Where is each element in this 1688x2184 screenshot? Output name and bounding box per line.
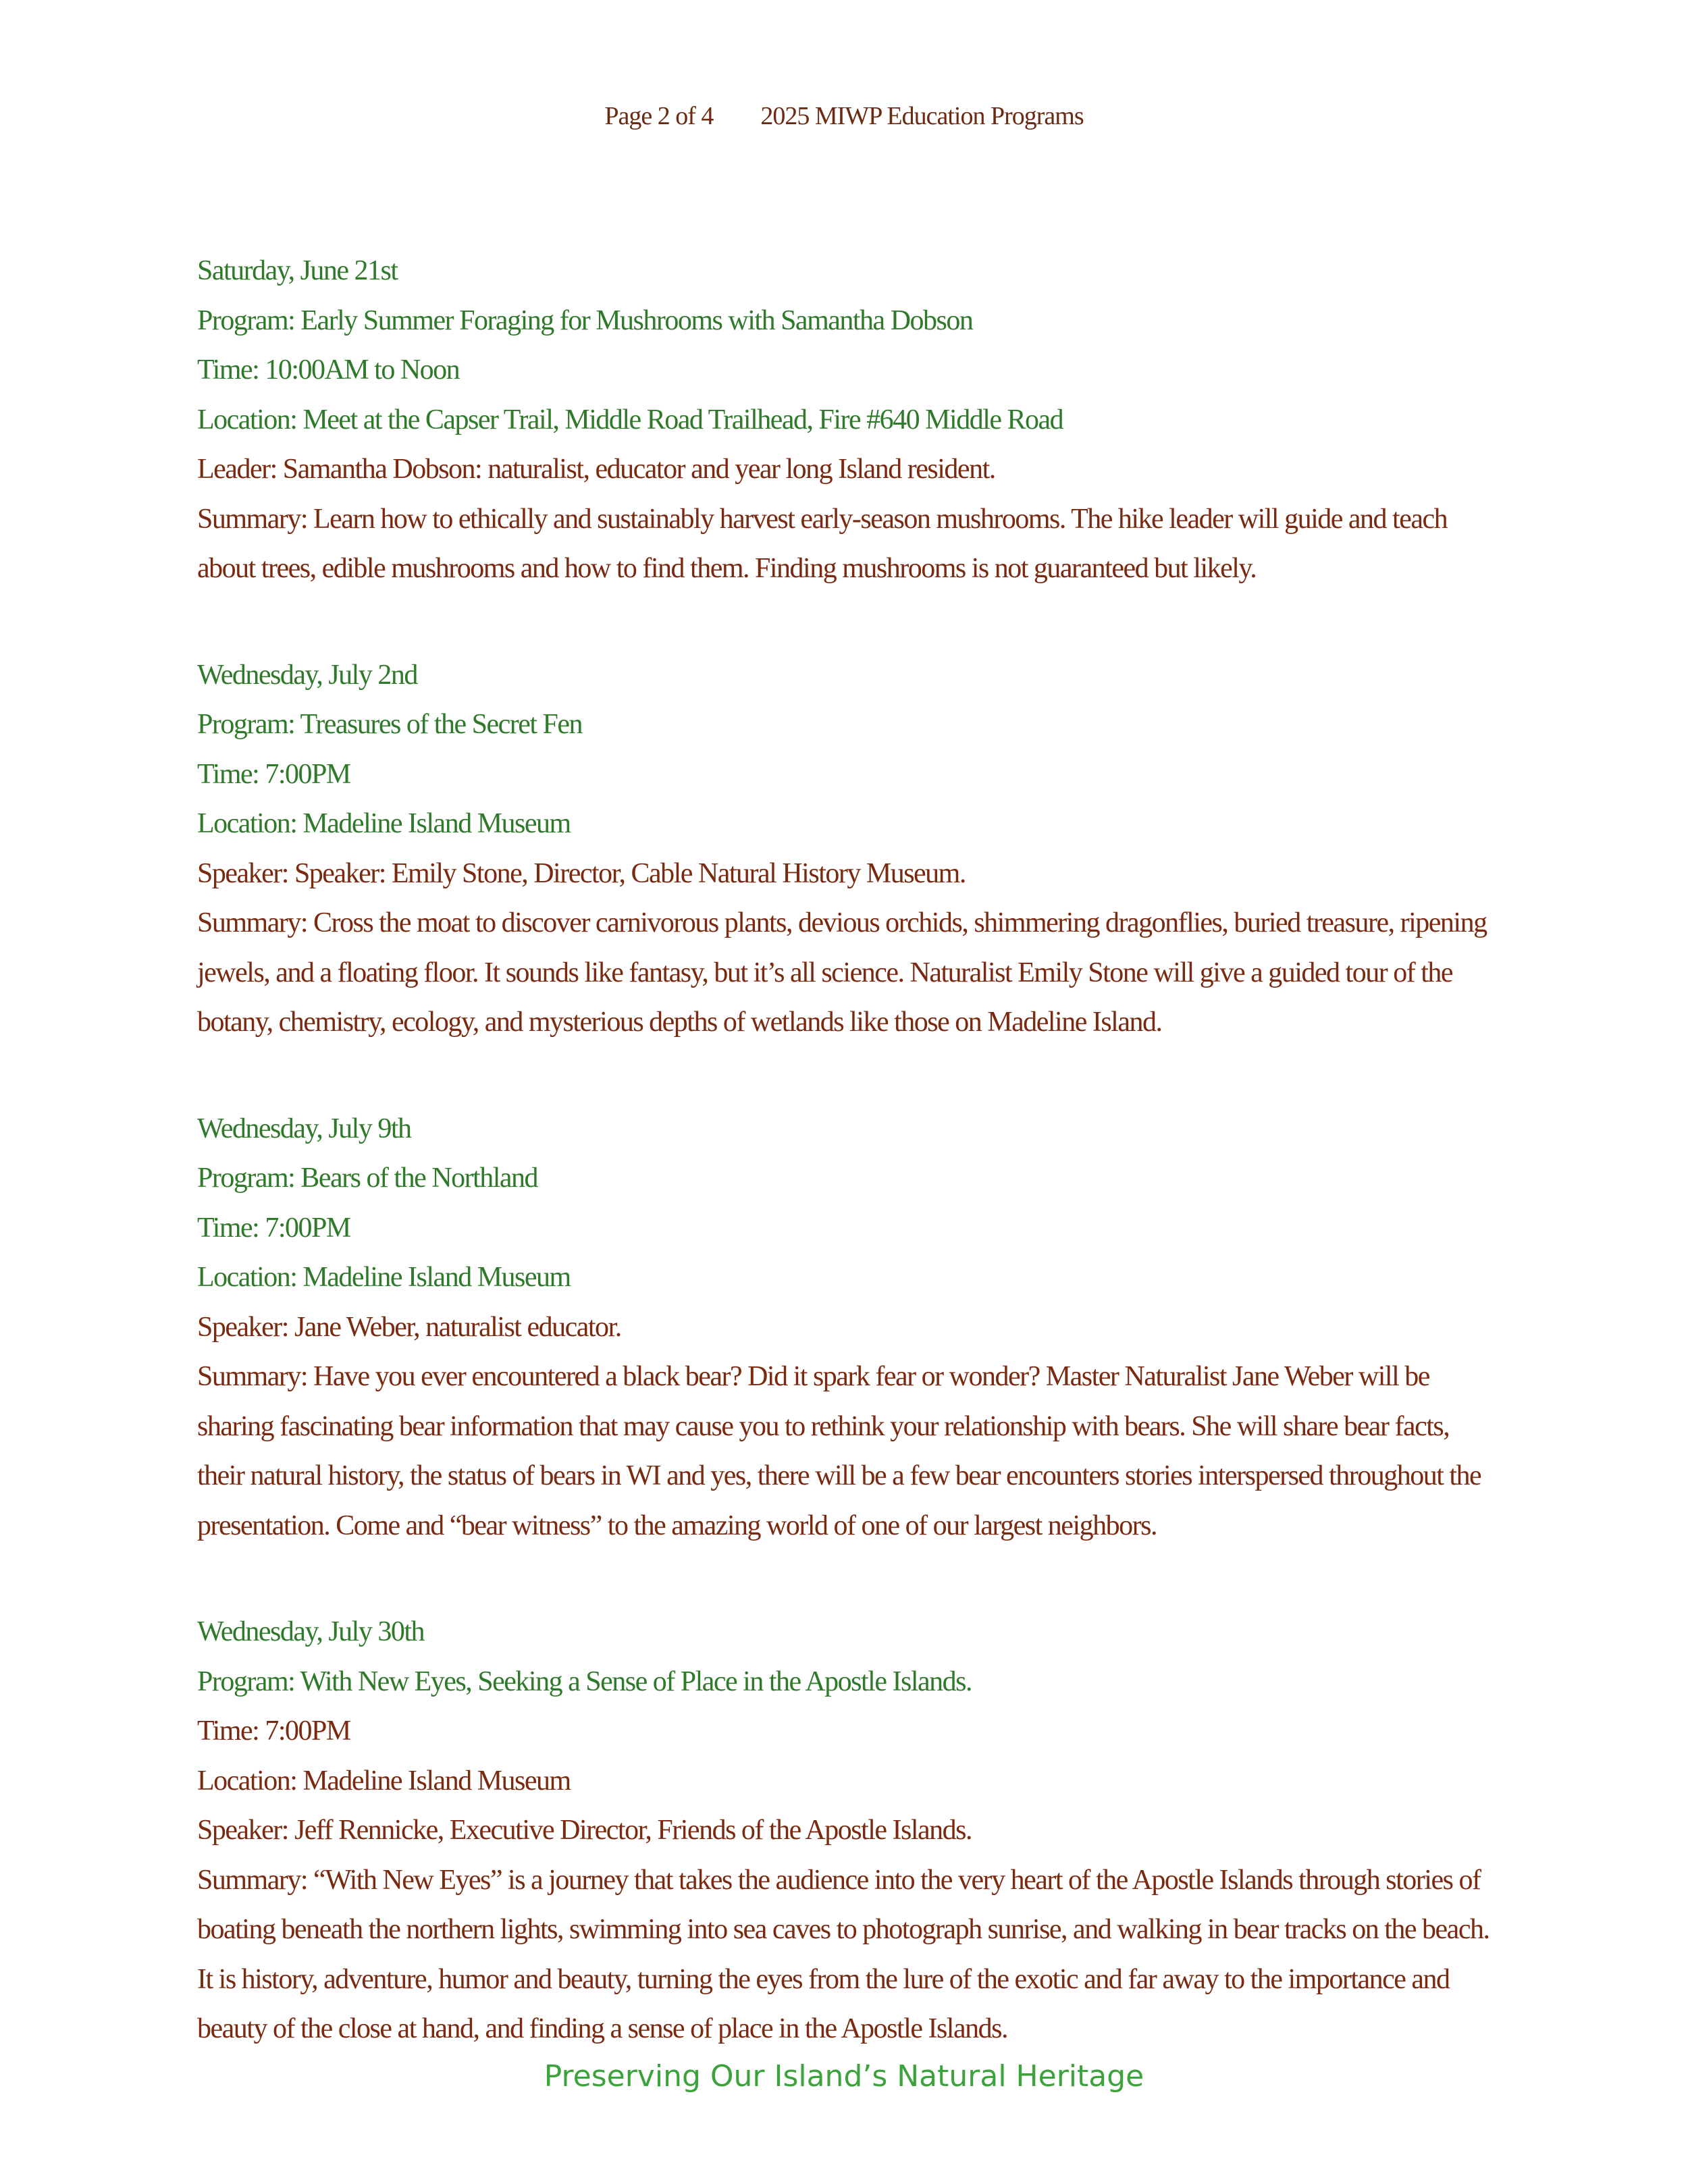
event-summary: Summary: Cross the moat to discover carnivorous plants, devious orchids, shimmering dragonflies, buried treasure, ripening jewels, and a floating floor. It sounds like fantasy, but it’s all science. Naturalist Emily Stone will give a guided tour of the botany, chemistry, ecology, and mysterious depths of wetlands like those on Madeline Island. (197, 907, 1487, 1038)
event-program: Program: Early Summer Foraging for Mushrooms with Samantha Dobson (197, 304, 973, 336)
event-date: Wednesday, July 9th (197, 1113, 411, 1144)
event-summary: Summary: Have you ever encountered a black bear? Did it spark fear or wonder? Master Naturalist Jane Weber will be sharing fascinating bear information that may cause you to rethink your relationship with bears. She will share bear facts, their natural history, the status of bears in WI and yes, there will be a few bear encounters stories interspersed throughout the presentation. Come and “bear witness” to the amazing world of one of our largest neighbors. (197, 1361, 1481, 1541)
events-list (197, 246, 1500, 2111)
event-speaker: Speaker: Speaker: Emily Stone, Director, Cable Natural History Museum. (197, 857, 966, 889)
event-july-2 (197, 651, 1500, 1048)
event-program: Program: Bears of the Northland (197, 1163, 538, 1194)
event-location: Location: Madeline Island Museum (197, 1262, 571, 1293)
document-title: 2025 MIWP Education Programs (760, 102, 1084, 130)
event-july-30 (197, 1607, 1500, 2054)
footer-tagline: Preserving Our Island’s Natural Heritage (544, 2059, 1144, 2094)
page-header (0, 101, 1688, 131)
event-date: Wednesday, July 2nd (197, 659, 417, 691)
event-date: Wednesday, July 30th (197, 1616, 425, 1647)
event-time: Time: 10:00AM to Noon (197, 354, 460, 385)
event-program: Program: With New Eyes, Seeking a Sense of Place in the Apostle Islands. (197, 1666, 972, 1697)
event-time: Time: 7:00PM (197, 758, 350, 790)
event-speaker: Speaker: Jeff Rennicke, Executive Director, Friends of the Apostle Islands. (197, 1815, 972, 1846)
event-july-9 (197, 1104, 1500, 1551)
event-leader: Leader: Samantha Dobson: naturalist, educator and year long Island resident. (197, 454, 995, 485)
event-date: Saturday, June 21st (197, 255, 398, 286)
event-time: Time: 7:00PM (197, 1715, 350, 1747)
event-time: Time: 7:00PM (197, 1212, 350, 1244)
event-location: Location: Madeline Island Museum (197, 1765, 571, 1796)
event-location: Location: Meet at the Capser Trail, Middle Road Trailhead, Fire #640 Middle Road (197, 404, 1063, 435)
event-summary: Summary: “With New Eyes” is a journey that takes the audience into the very heart of the Apostle Islands through stories of boating beneath the northern lights, swimming into sea caves to photograph sunrise, and walking in bear tracks on the beach. It is history, adventure, humor and beauty, turning the eyes from the lure of the exotic and far away to the importance and beauty of the close at hand, and finding a sense of place in the Apostle Islands. (197, 1864, 1489, 2044)
event-speaker: Speaker: Jane Weber, naturalist educator. (197, 1311, 621, 1343)
event-location: Location: Madeline Island Museum (197, 808, 571, 839)
event-program: Program: Treasures of the Secret Fen (197, 709, 583, 740)
event-summary: Summary: Learn how to ethically and sustainably harvest early-season mushrooms. The hike leader will guide and teach about trees, edible mushrooms and how to find them. Finding mushrooms is not guaranteed but likely. (197, 503, 1448, 584)
event-june-21 (197, 246, 1500, 594)
page-number: Page 2 of 4 (604, 102, 714, 130)
